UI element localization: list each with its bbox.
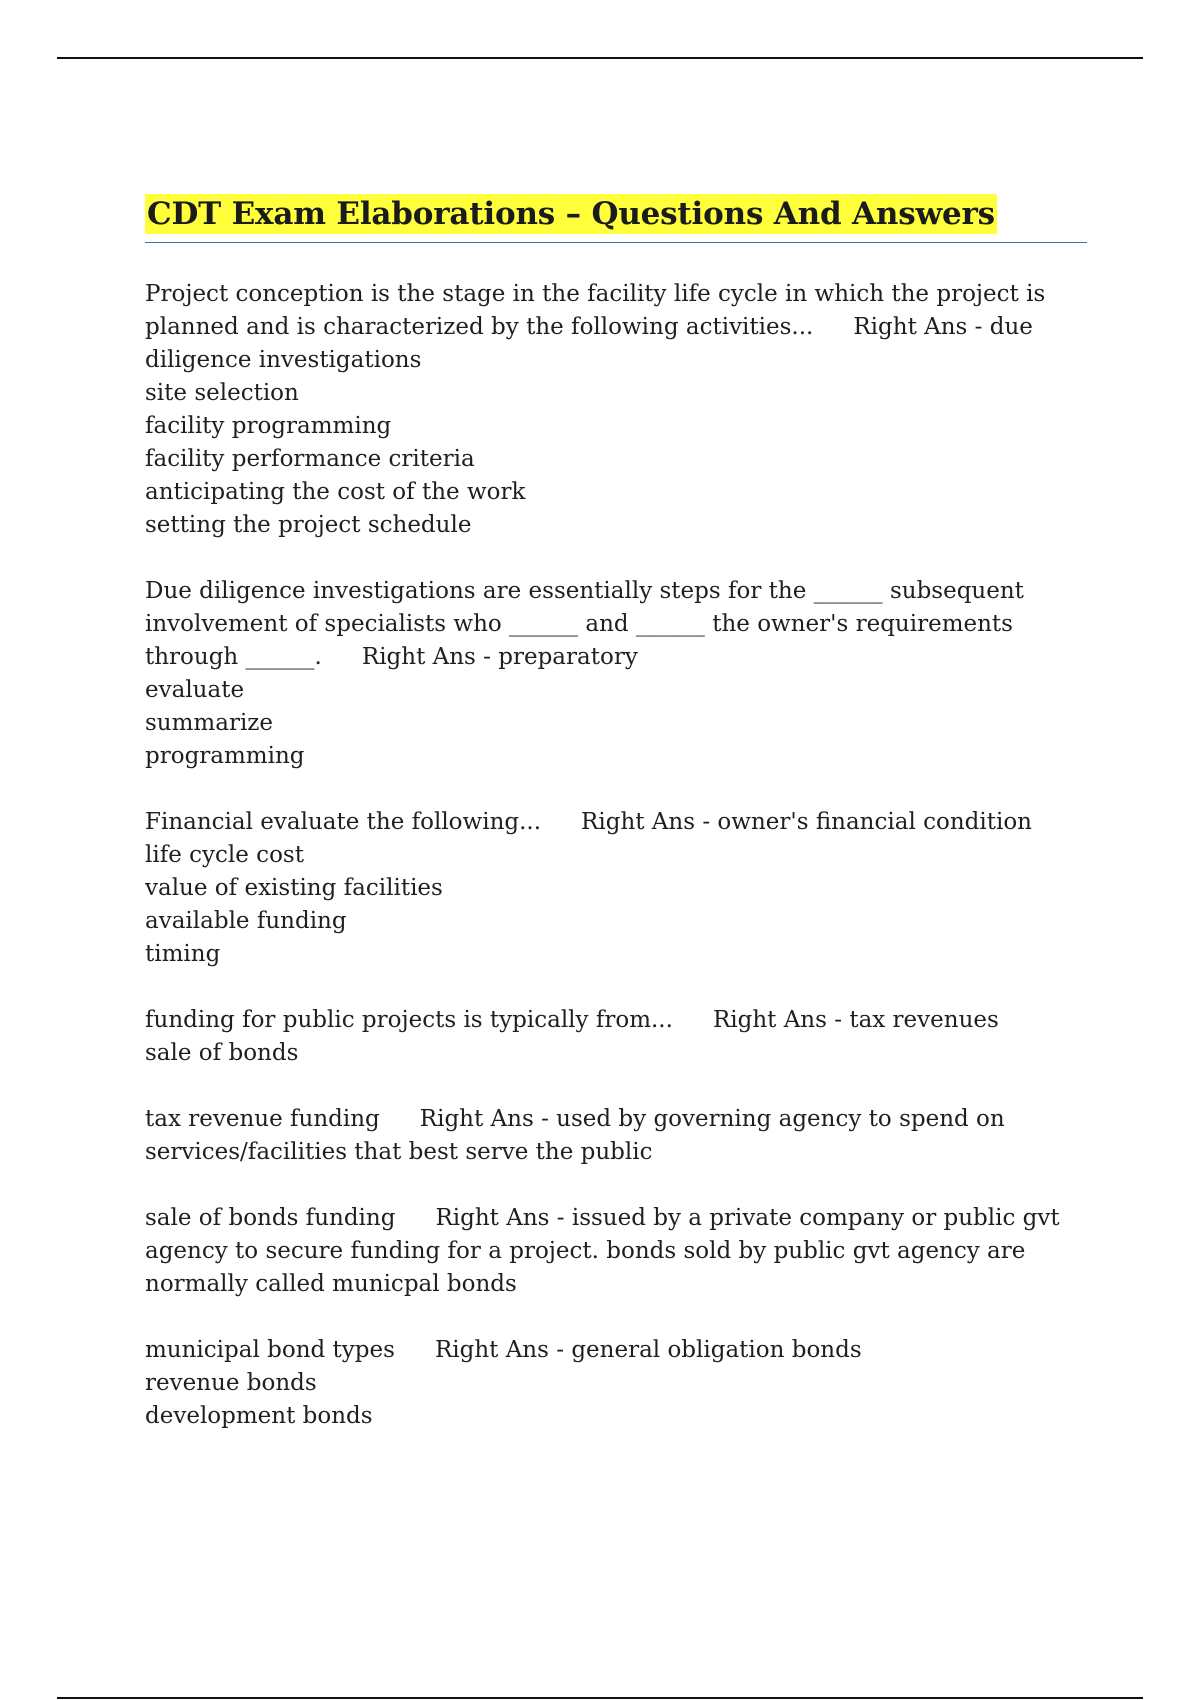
qa-text: value of existing facilities — [145, 875, 443, 901]
qa-text: tax revenue funding — [145, 1106, 380, 1132]
qa-item — [145, 278, 1095, 542]
qa-text: facility performance criteria — [145, 446, 475, 472]
answer-text: Right Ans - general obligation bonds — [434, 1337, 862, 1363]
qa-text: programming — [145, 743, 305, 769]
qa-line — [145, 1400, 1095, 1433]
qa-text: agency to secure funding for a project. bonds sold by public gvt agency are — [145, 1238, 1026, 1264]
qa-line — [145, 1235, 1095, 1268]
qa-line — [145, 1004, 1095, 1037]
qa-text: site selection — [145, 380, 299, 406]
qa-line — [145, 608, 1095, 641]
qa-line — [145, 872, 1095, 905]
qa-line — [145, 1103, 1095, 1136]
qa-text: anticipating the cost of the work — [145, 479, 526, 505]
qa-item — [145, 1334, 1095, 1433]
qa-line — [145, 1268, 1095, 1301]
qa-item — [145, 1004, 1095, 1070]
header-rule — [57, 57, 1143, 59]
qa-text: sale of bonds — [145, 1040, 299, 1066]
qa-text: life cycle cost — [145, 842, 304, 868]
qa-line — [145, 905, 1095, 938]
qa-text: involvement of specialists who ______ and ______ the owner's requirements — [145, 611, 1013, 637]
qa-line — [145, 509, 1095, 542]
qa-text: summarize — [145, 710, 274, 736]
qa-line — [145, 1037, 1095, 1070]
qa-text: municipal bond types — [145, 1337, 395, 1363]
qa-text: evaluate — [145, 677, 245, 703]
answer-text: Right Ans - preparatory — [361, 644, 638, 670]
qa-content — [145, 278, 1095, 1466]
qa-line — [145, 410, 1095, 443]
qa-line — [145, 1334, 1095, 1367]
qa-line — [145, 938, 1095, 971]
qa-line — [145, 311, 1095, 344]
qa-line — [145, 707, 1095, 740]
footer-rule — [57, 1697, 1143, 1699]
qa-line — [145, 278, 1095, 311]
qa-line — [145, 443, 1095, 476]
qa-line — [145, 740, 1095, 773]
answer-text: Right Ans - owner's financial condition — [581, 809, 1032, 835]
qa-line — [145, 1367, 1095, 1400]
qa-text: available funding — [145, 908, 347, 934]
qa-line — [145, 1136, 1095, 1169]
qa-line — [145, 344, 1095, 377]
qa-text: planned and is characterized by the following activities... — [145, 314, 814, 340]
qa-item — [145, 575, 1095, 773]
answer-text: Right Ans - used by governing agency to spend on — [419, 1106, 1005, 1132]
qa-text: revenue bonds — [145, 1370, 317, 1396]
qa-line — [145, 641, 1095, 674]
qa-item — [145, 1202, 1095, 1301]
qa-line — [145, 806, 1095, 839]
qa-text: Due diligence investigations are essentially steps for the ______ subsequent — [145, 578, 1024, 604]
answer-text: Right Ans - due — [853, 314, 1033, 340]
qa-line — [145, 377, 1095, 410]
qa-text: services/facilities that best serve the public — [145, 1139, 653, 1165]
qa-line — [145, 674, 1095, 707]
qa-text: setting the project schedule — [145, 512, 472, 538]
qa-text: normally called municpal bonds — [145, 1271, 517, 1297]
qa-text: Financial evaluate the following... — [145, 809, 542, 835]
document-title: CDT Exam Elaborations – Questions And Answers — [147, 196, 995, 232]
qa-item — [145, 1103, 1095, 1169]
qa-text: diligence investigations — [145, 347, 422, 373]
qa-line — [145, 575, 1095, 608]
qa-text: funding for public projects is typically from... — [145, 1007, 673, 1033]
qa-item — [145, 806, 1095, 971]
qa-text: through ______. — [145, 644, 322, 670]
qa-line — [145, 1202, 1095, 1235]
qa-text: sale of bonds funding — [145, 1205, 396, 1231]
answer-text: Right Ans - tax revenues — [712, 1007, 999, 1033]
qa-text: development bonds — [145, 1403, 373, 1429]
qa-line — [145, 839, 1095, 872]
qa-text: timing — [145, 941, 221, 967]
qa-text: Project conception is the stage in the facility life cycle in which the project is — [145, 281, 1046, 307]
answer-text: Right Ans - issued by a private company or public gvt — [435, 1205, 1060, 1231]
title-block — [145, 194, 1087, 243]
qa-text: facility programming — [145, 413, 392, 439]
qa-line — [145, 476, 1095, 509]
